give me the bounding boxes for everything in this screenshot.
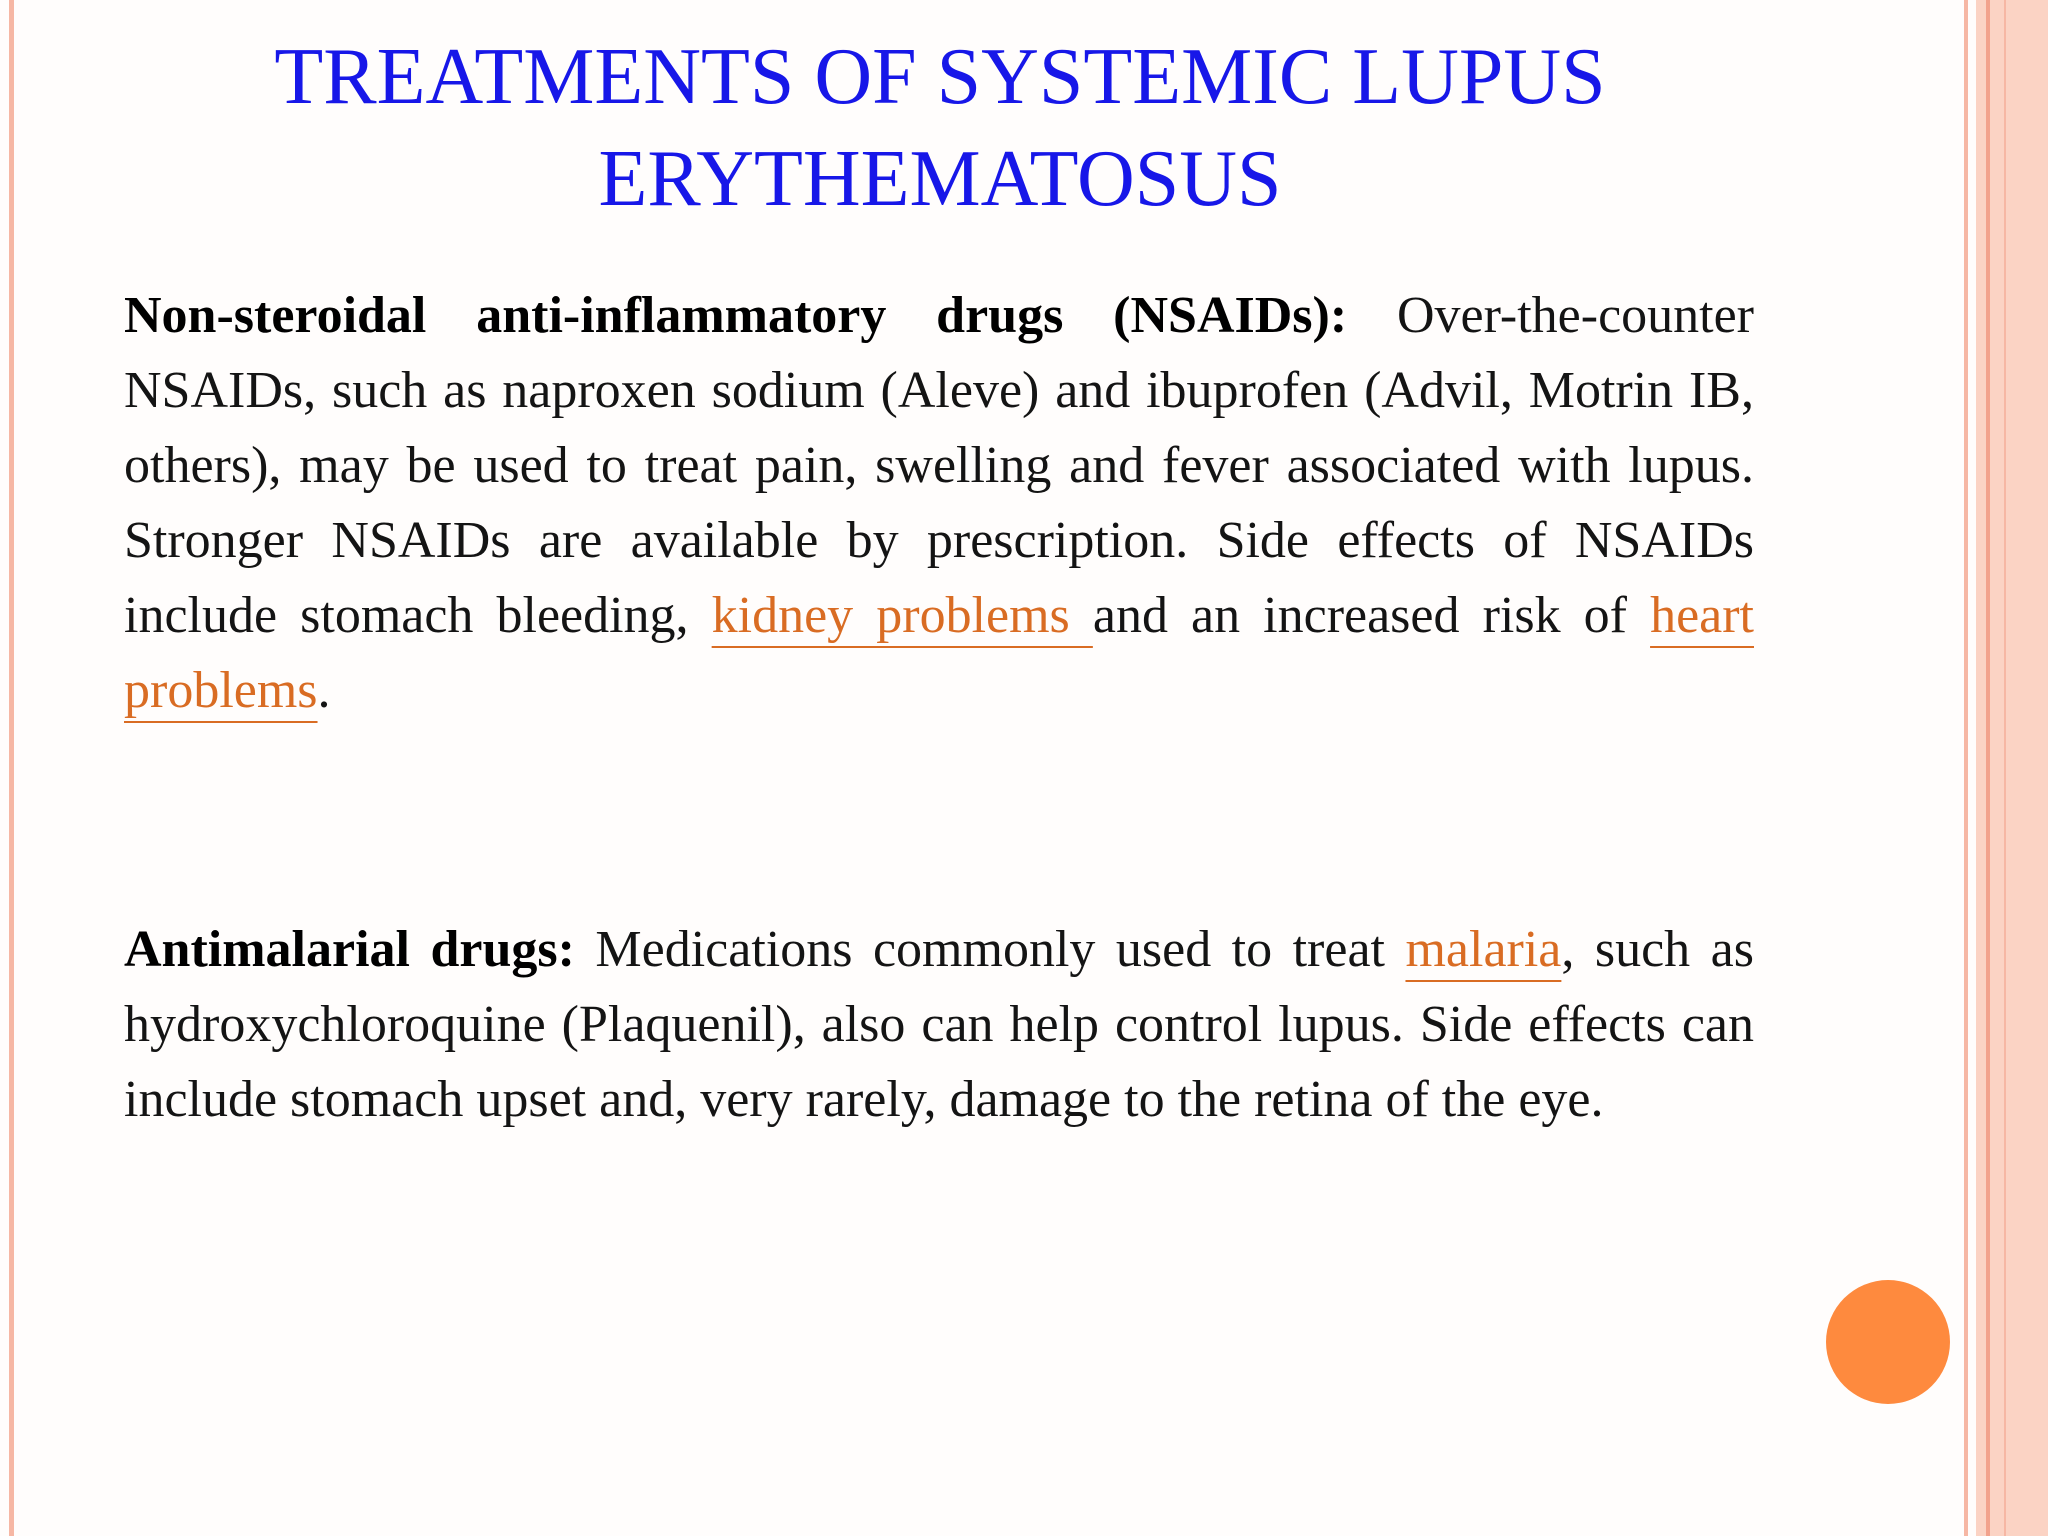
nsaids-text-end: . bbox=[317, 662, 331, 719]
frame-right-line bbox=[1964, 0, 1968, 1536]
kidney-problems-link[interactable]: kidney problems bbox=[711, 587, 1093, 644]
nsaids-text: Over-the-counter NSAIDs, such as naproxen sodium (Aleve) and ibuprofen (Advil, Motrin IB, others), may be used to treat pain, swelling and fever associated with lupus. Stronger NSAIDs are available by prescription. Side effects of NSAIDs include stomach bleeding, bbox=[124, 287, 1754, 644]
nsaids-text-middle: and an increased risk of bbox=[1092, 587, 1651, 644]
antimalarial-term: Antimalarial drugs: bbox=[124, 921, 575, 978]
nsaids-term: Non-steroidal anti-inflammatory drugs (NSAIDs): bbox=[124, 287, 1348, 344]
nsaids-paragraph bbox=[124, 278, 1754, 728]
slide-title-line2: ERYTHEMATOSUS bbox=[598, 135, 1282, 223]
slide-title bbox=[160, 26, 1720, 230]
frame-left-line bbox=[9, 0, 14, 1536]
frame-right-line bbox=[1986, 0, 1990, 1536]
heart-problems-link[interactable]: heart problems bbox=[124, 587, 1754, 719]
antimalarial-text-end: , such as hydroxychloroquine (Plaquenil), also can help control lupus. Side effects can include stomach upset and, very rarely, damage to the retina of the eye. bbox=[124, 921, 1754, 1128]
frame-right-line bbox=[2004, 0, 2006, 1536]
malaria-link[interactable]: malaria bbox=[1405, 921, 1562, 978]
slide-title-line1: TREATMENTS OF SYSTEMIC LUPUS bbox=[274, 33, 1606, 121]
antimalarial-text: Medications commonly used to treat bbox=[574, 921, 1406, 978]
antimalarial-paragraph bbox=[124, 912, 1754, 1137]
accent-dot bbox=[1826, 1280, 1950, 1404]
